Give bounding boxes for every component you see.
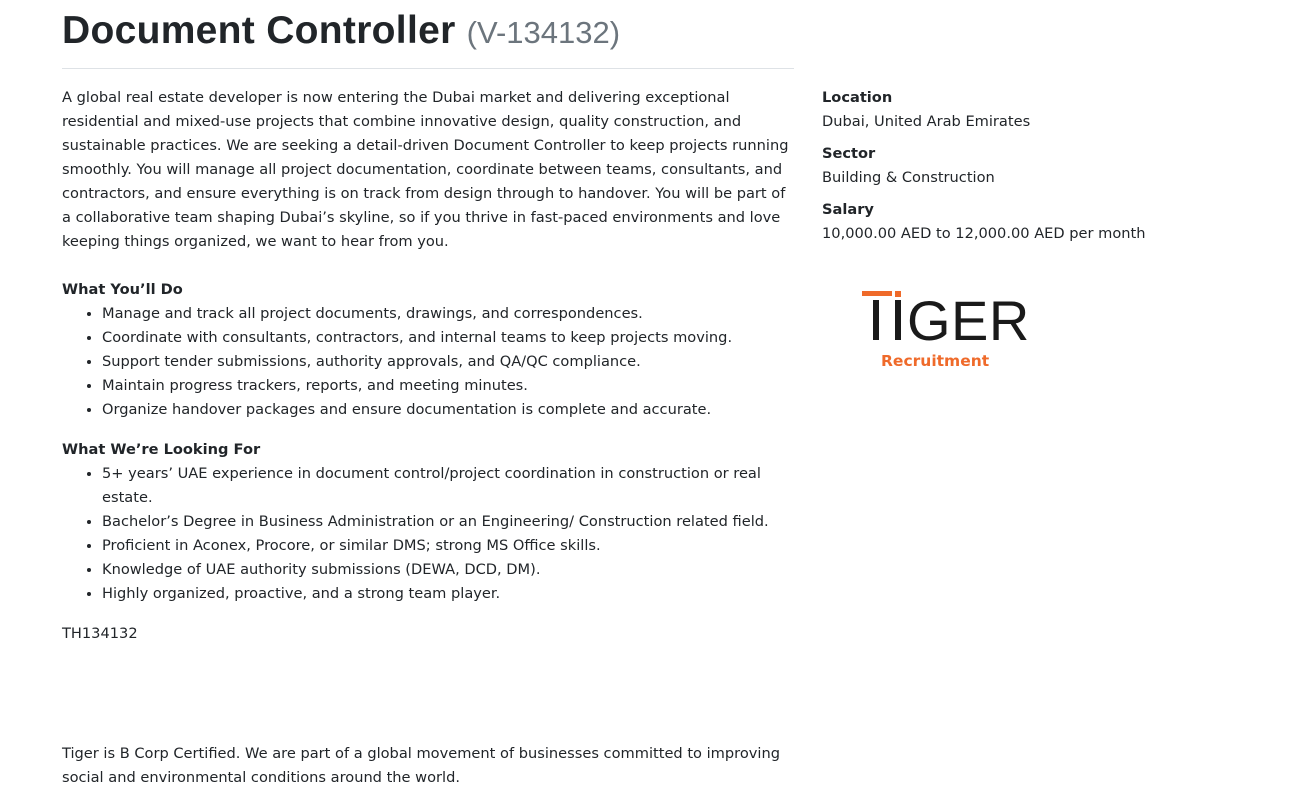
- bcorp-statement: Tiger is B Corp Certified. We are part of a global movement of businesses committed to improving social and environmental conditions around the world.: [62, 745, 780, 786]
- sector-value: Building & Construction: [822, 169, 995, 186]
- job-intro: A global real estate developer is now entering the Dubai market and delivering exceptional residential and mixed-use projects that combine innovative design, quality construction, and sustainable practices. We are seeking a detail-driven Document Controller to keep projects running smoothly. You will manage all project documentation, coordinate between teams, consultants, and contractors, and ensure everything is on track from design through to handover. You will be part of a collaborative team shaping Dubai’s skyline, so if you thrive in fast-paced environments and love keeping things organized, we want to hear from you.: [62, 89, 789, 250]
- looking-for-list: [62, 462, 794, 606]
- job-code: TH134132: [62, 625, 138, 642]
- job-description: [62, 86, 794, 790]
- spacer: [62, 606, 794, 622]
- logo-accent-dot: [895, 291, 901, 297]
- location-label: Location: [822, 89, 893, 106]
- looking-for-heading: What We’re Looking For: [62, 441, 261, 458]
- spacer: [62, 422, 794, 438]
- job-details-sidebar: [822, 86, 1242, 254]
- logo-t-stem: [873, 300, 879, 340]
- logo-subtitle: Recruitment: [881, 352, 990, 370]
- logo-i-stem: [895, 300, 901, 340]
- what-you-do-heading: What You’ll Do: [62, 281, 183, 298]
- list-item: • Coordinate with consultants, contractors, and internal teams to keep projects moving.: [102, 326, 794, 350]
- logo-word: GER: [907, 289, 1030, 352]
- salary-label: Salary: [822, 201, 874, 218]
- salary-value: 10,000.00 AED to 12,000.00 AED per month: [822, 225, 1146, 242]
- list-item: • Bachelor’s Degree in Business Administration or an Engineering/ Construction related field.: [102, 510, 794, 534]
- list-item: • 5+ years’ UAE experience in document control/project coordination in construction or real estate.: [102, 462, 794, 510]
- list-item: • Manage and track all project documents, drawings, and correspondences.: [102, 302, 794, 326]
- job-reference: (V-134132): [466, 15, 621, 50]
- list-item: • Organize handover packages and ensure documentation is complete and accurate.: [102, 398, 794, 422]
- list-item: • Support tender submissions, authority approvals, and QA/QC compliance.: [102, 350, 794, 374]
- page-title: Document Controller: [62, 9, 456, 52]
- list-item: • Maintain progress trackers, reports, and meeting minutes.: [102, 374, 794, 398]
- job-header: [62, 6, 794, 69]
- tiger-recruitment-logo: [862, 288, 1052, 374]
- logo-accent-bar: [862, 291, 892, 296]
- location-value: Dubai, United Arab Emirates: [822, 113, 1031, 130]
- what-you-do-list: [62, 302, 794, 422]
- list-item: • Proficient in Aconex, Procore, or similar DMS; strong MS Office skills.: [102, 534, 794, 558]
- spacer: [62, 254, 794, 278]
- spacer: [62, 646, 794, 742]
- sector-label: Sector: [822, 145, 876, 162]
- list-item: • Knowledge of UAE authority submissions (DEWA, DCD, DM).: [102, 558, 794, 582]
- list-item: • Highly organized, proactive, and a strong team player.: [102, 582, 794, 606]
- logo-graphic: [862, 288, 1052, 374]
